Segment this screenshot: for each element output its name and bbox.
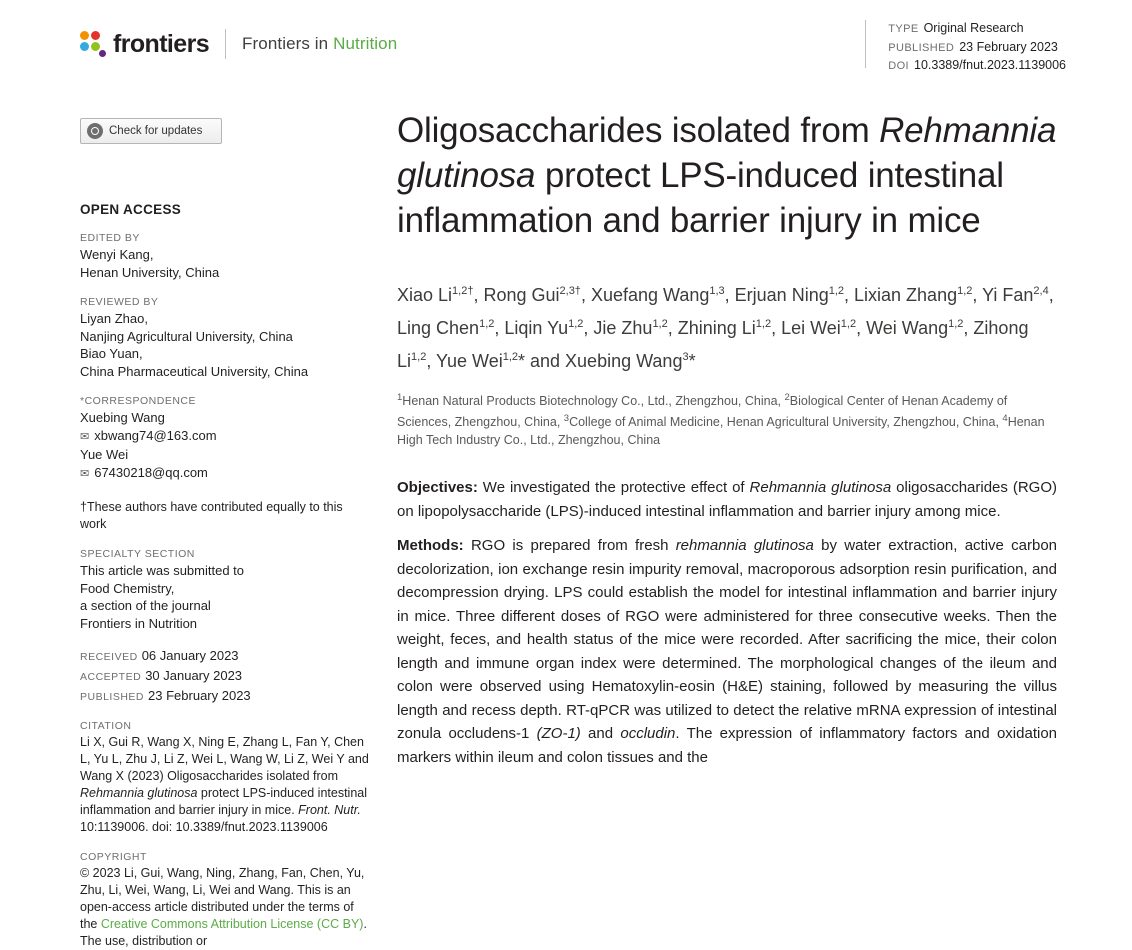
correspondence-section: [80, 395, 372, 483]
meta-type-label: TYPE: [888, 23, 919, 35]
journal-accent: Nutrition: [333, 34, 398, 53]
cc-by-license-link[interactable]: Creative Commons Attribution License (CC BY): [100, 917, 364, 931]
date-published-label: PUBLISHED: [80, 691, 145, 703]
citation-part-2: protect LPS-induced intestinal inflammation and barrier injury in mice.: [80, 786, 367, 817]
edited-by-name: Wenyi Kang,: [80, 247, 154, 262]
journal-prefix: Frontiers in: [242, 34, 334, 53]
title-part-2: protect LPS-induced intestinal inflammation and barrier injury in mice: [397, 156, 1004, 240]
date-accepted: [80, 667, 372, 685]
check-for-updates-label: Check for updates: [109, 125, 203, 137]
author-list: Xiao $Li^{1,2\dagger}$, Rong Gui$^{2,3\dagger}$, Xuefang Wang$^{1,3}$, Erjuan Ning$^{1,2}$, Lixian Zhang$^{1,2}$, Yi Fan$^{2,4}$, Ling Chen$^{1,2}$, Liqin Yu$^{1,2}$, Jie Zhu$^{1,2}$, Zhining Li$^{1,2}$, Lei Wei$^{1,2}$, Wei Wang$^{1,2}$, Zihong Li$^{1,2}$, Yue Wei$^{1,2}$* and Xuebing Wang$^3$*: [397, 285, 1054, 371]
meta-published: [888, 39, 1066, 58]
correspondence-2-email-row[interactable]: [80, 464, 372, 484]
citation-part-1: Li X, Gui R, Wang X, Ning E, Zhang L, Fan Y, Chen L, Yu L, Zhu J, Li Z, Wei L, Wang W, Li Z, Wei Y and Wang X (2023) Oligosaccharides isolated from: [80, 735, 369, 783]
meta-type-value: Original Research: [923, 21, 1024, 35]
open-access-badge: OPEN ACCESS: [80, 202, 182, 217]
correspondence-2-name: Yue Wei: [80, 447, 129, 462]
meta-doi-value[interactable]: 10.3389/fnut.2023.1139006: [914, 58, 1066, 72]
journal-title: [242, 34, 397, 54]
edited-by-section: [80, 232, 372, 281]
page-title: [397, 108, 1057, 243]
logo-divider: [225, 29, 226, 59]
correspondence-1-name: Xuebing Wang: [80, 410, 165, 425]
correspondence-1-email[interactable]: xbwang74@163.com: [94, 427, 217, 443]
copyright-text: [80, 865, 372, 950]
meta-published-value: 23 February 2023: [959, 39, 1058, 54]
reviewed-by-section: [80, 296, 372, 380]
citation-text: [80, 734, 372, 836]
abstract: [397, 476, 1057, 769]
reviewer-2-name: Biao Yuan,: [80, 346, 143, 361]
dates-section: [80, 647, 372, 705]
frontiers-logo-icon: [80, 31, 106, 57]
date-accepted-value: 30 January 2023: [145, 668, 243, 683]
copyright-part-1: © 2023 Li, Gui, Wang, Ning, Zhang, Fan, Chen, Yu, Zhu, Li, Wei, Wang, Li, Wei and Wang. This is an open-access article distributed under the terms of the: [80, 866, 365, 931]
reviewer-2-affiliation: China Pharmaceutical University, China: [80, 363, 309, 379]
copyright-title: COPYRIGHT: [80, 851, 147, 863]
copyright-section: [80, 851, 372, 950]
title-part-1: Oligosaccharides isolated from: [397, 111, 880, 150]
correspondence-1-email-row[interactable]: [80, 427, 372, 447]
check-for-updates-button[interactable]: [80, 118, 222, 144]
specialty-line-1: This article was submitted to: [80, 563, 245, 578]
reviewer-1-name: Liyan Zhao,: [80, 311, 148, 326]
meta-type: [888, 20, 1066, 39]
title-italic: Rehmannia glutinosa: [397, 111, 1057, 195]
abstract-objectives: Objectives: We investigated the protective effect of Rehmannia glutinosa oligosaccharides (RGO) on lipopolysaccharide (LPS)-induced intestinal inflammation and barrier injury among mice.: [397, 479, 1057, 520]
reviewed-by-title: REVIEWED BY: [80, 296, 159, 308]
specialty-line-4: Frontiers in Nutrition: [80, 615, 198, 631]
correspondence-2-email[interactable]: 67430218@qq.com: [94, 464, 208, 480]
citation-section: [80, 720, 372, 836]
frontiers-logo[interactable]: [80, 26, 397, 62]
page-header: [0, 0, 1132, 86]
meta-doi-label: DOI: [888, 60, 909, 72]
correspondence-title: *CORRESPONDENCE: [80, 395, 197, 407]
objectives-label: Objectives:: [397, 479, 478, 497]
envelope-icon: ✉: [80, 467, 90, 480]
edited-by-affiliation: Henan University, China: [80, 264, 220, 280]
date-accepted-label: ACCEPTED: [80, 671, 142, 683]
edited-by-title: EDITED BY: [80, 232, 140, 244]
crossmark-icon: [87, 123, 103, 139]
article-body: [397, 108, 1057, 780]
article-meta: [865, 20, 1066, 72]
date-published-value: 23 February 2023: [148, 688, 251, 703]
equal-contribution-note: †These authors have contributed equally to this work: [80, 500, 343, 531]
specialty-line-3: a section of the journal: [80, 598, 211, 613]
sidebar: [80, 118, 372, 950]
specialty-section-block: [80, 548, 372, 632]
citation-italic-1: Rehmannia glutinosa: [80, 786, 198, 800]
meta-published-label: PUBLISHED: [888, 41, 955, 54]
date-received-value: 06 January 2023: [141, 648, 239, 663]
logo-wordmark: frontiers: [113, 29, 210, 58]
specialty-section-title: SPECIALTY SECTION: [80, 548, 195, 560]
envelope-icon: ✉: [80, 430, 90, 443]
affiliations: $^1$Henan Natural Products Biotechnology Co., Ltd., Zhengzhou, China, $^2$Biological Center of Henan Academy of Sciences, Zhengzhou, China, $^3$College of Animal Medicine, Henan Agricultural University, Zhengzhou, China, $^4$Henan High Tech Industry Co., Ltd., Zhengzhou, China: [397, 392, 1045, 448]
citation-title: CITATION: [80, 720, 132, 732]
date-received-label: RECEIVED: [80, 651, 138, 663]
citation-italic-2: Front. Nutr.: [298, 803, 361, 817]
meta-doi[interactable]: [888, 57, 1066, 76]
date-received: [80, 647, 372, 665]
copyright-part-2: . The use, distribution or: [80, 917, 367, 948]
date-published: [80, 687, 372, 705]
reviewer-1-affiliation: Nanjing Agricultural University, China: [80, 328, 293, 344]
citation-part-3: 10:1139006. doi: 10.3389/fnut.2023.1139006: [80, 820, 328, 834]
specialty-line-2: Food Chemistry,: [80, 580, 175, 596]
methods-label: Methods:: [397, 537, 464, 555]
abstract-methods: Methods: RGO is prepared from fresh rehmannia glutinosa by water extraction, active carbon decolorization, ion exchange resin impurity removal, macroporous adsorption resin purification, and decompression drying. LPS could establish the model for intestinal inflammation and barrier injury in mice. Three different doses of RGO were administered for three consecutive weeks. Then the weight, feces, and health status of the mice were recorded. After sacrificing the mice, their colon length and immune organ index were determined. The morphological changes of the ileum and colon were observed using Hematoxylin-eosin (H&E) staining, followed by measuring the villus length and recess depth. RT-qPCR was utilized to detect the relative mRNA expression of intestinal zonula occludens-1 (ZO-1) and occludin. The expression of inflammatory factors and oxidation markers within ileum and colon tissues and the: [397, 537, 1058, 766]
